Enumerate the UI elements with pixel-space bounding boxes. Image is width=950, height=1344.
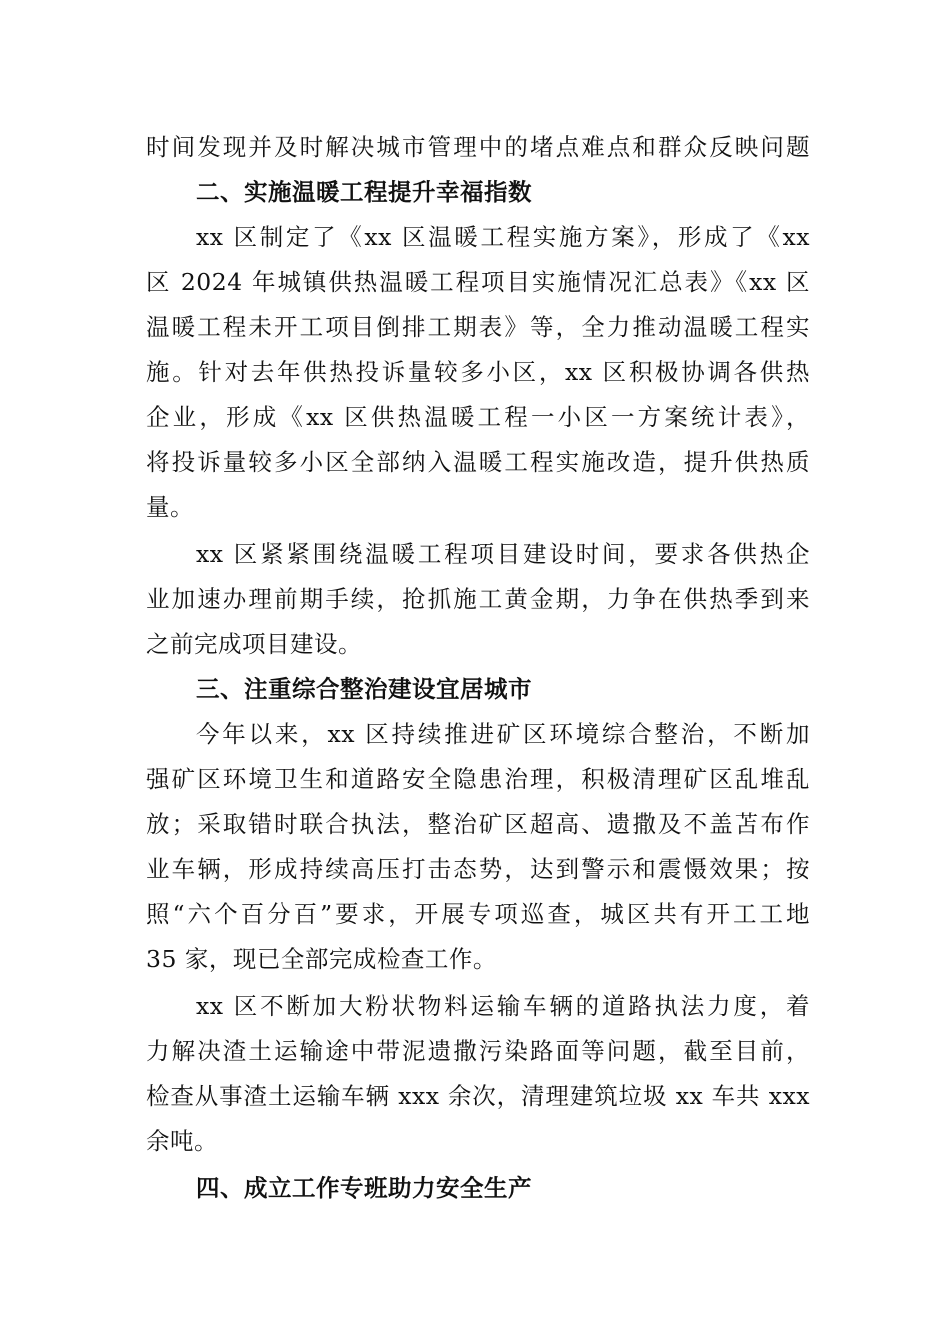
text-line: 将投诉量较多小区全部纳入温暖工程实施改造，提升供热质 xyxy=(146,448,810,476)
section-heading-2: 二、实施温暖工程提升幸福指数 xyxy=(196,178,532,206)
document-page xyxy=(146,125,810,1211)
paragraph-construction-schedule xyxy=(146,532,810,667)
paragraph-continuation xyxy=(146,125,810,170)
text-line: 温暖工程未开工项目倒排工期表》等，全力推动温暖工程实 xyxy=(146,313,810,341)
text-line: 之前完成项目建设。 xyxy=(146,630,362,658)
paragraph-muck-transport-enforcement xyxy=(146,984,810,1164)
text-line: 照“六个百分百”要求，开展专项巡查，城区共有开工工地 xyxy=(146,900,810,928)
text-line: 业车辆，形成持续高压打击态势，达到警示和震慑效果；按 xyxy=(146,855,810,883)
text-line: 放；采取错时联合执法，整治矿区超高、遗撒及不盖苫布作 xyxy=(146,810,810,838)
section-heading-4: 四、成立工作专班助力安全生产 xyxy=(196,1174,532,1202)
text-line: 今年以来，xx 区持续推进矿区环境综合整治，不断加 xyxy=(196,720,810,748)
text-line: 力解决渣土运输途中带泥遗撒污染路面等问题，截至目前， xyxy=(146,1037,810,1065)
text-line: xx 区制定了《xx 区温暖工程实施方案》，形成了《xx xyxy=(196,223,810,251)
paragraph-mining-area-rectification xyxy=(146,712,810,982)
text-line: 量。 xyxy=(146,493,194,521)
text-line: 施。针对去年供热投诉量较多小区，xx 区积极协调各供热 xyxy=(146,358,810,386)
text-line: 企业，形成《xx 区供热温暖工程一小区一方案统计表》， xyxy=(146,403,810,431)
text-line: 时间发现并及时解决城市管理中的堵点难点和群众反映问题 xyxy=(146,133,810,161)
text-line: 业加速办理前期手续，抢抓施工黄金期，力争在供热季到来 xyxy=(146,585,810,613)
text-line: xx 区紧紧围绕温暖工程项目建设时间，要求各供热企 xyxy=(196,540,810,568)
text-line: 区 2024 年城镇供热温暖工程项目实施情况汇总表》《xx 区 xyxy=(146,268,810,296)
text-line: 35 家，现已全部完成检查工作。 xyxy=(146,945,497,973)
text-line: xx 区不断加大粉状物料运输车辆的道路执法力度，着 xyxy=(196,992,810,1020)
section-heading-3: 三、注重综合整治建设宜居城市 xyxy=(196,675,532,703)
paragraph-warm-project-plan xyxy=(146,215,810,530)
text-line: 余吨。 xyxy=(146,1127,218,1155)
text-line: 强矿区环境卫生和道路安全隐患治理，积极清理矿区乱堆乱 xyxy=(146,765,810,793)
text-line: 检查从事渣土运输车辆 xxx 余次，清理建筑垃圾 xx 车共 xxx xyxy=(146,1082,810,1110)
